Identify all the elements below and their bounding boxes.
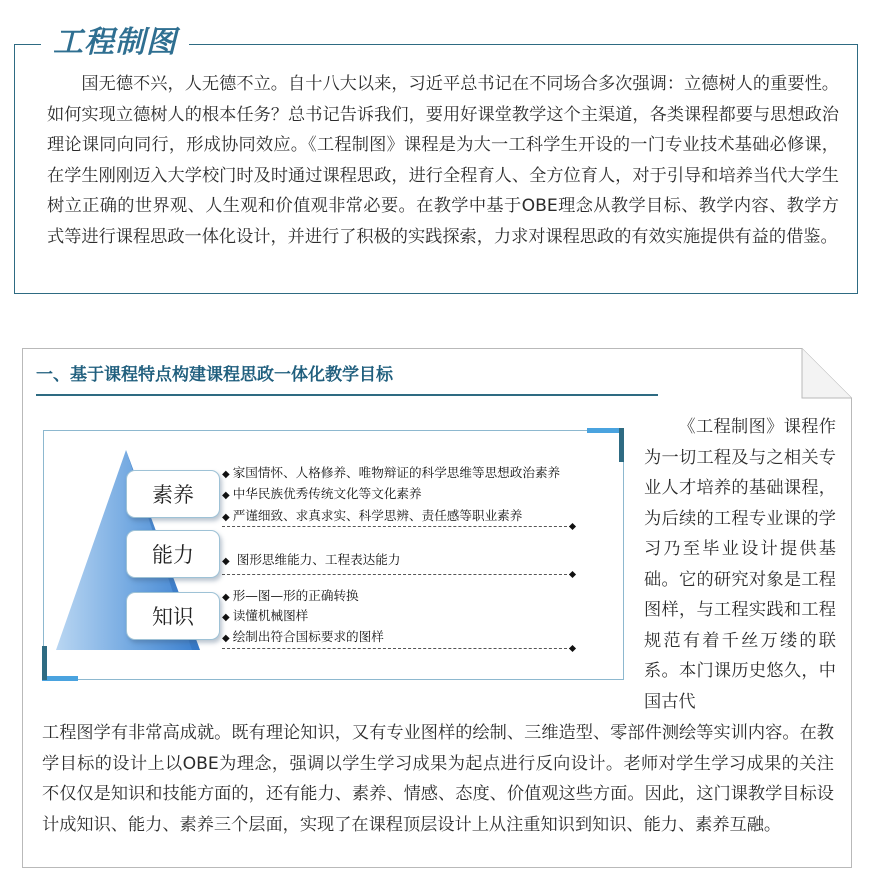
intro-box <box>14 25 858 294</box>
level-nengli-box: 能力 <box>126 530 220 578</box>
diamond-bullet-icon: ◆ <box>222 592 230 603</box>
suyang-divider <box>222 526 572 527</box>
level-suyang-box: 素养 <box>126 470 220 518</box>
level-zhishi-box: 知识 <box>126 592 220 640</box>
nengli-divider <box>222 574 572 575</box>
zhishi-item-1: ◆ 形—图—形的正确转换 <box>222 588 359 603</box>
suyang-item-1: ◆ 家国情怀、人格修养、唯物辩证的科学思维等思想政治素养 <box>222 465 561 480</box>
section-card <box>22 348 852 868</box>
suyang-item-3: ◆ 严谨细致、求真求实、科学思辨、责任感等职业素养 <box>222 508 523 523</box>
intro-paragraph: 国无德不兴，人无德不立。自十八大以来，习近平总书记在不同场合多次强调：立德树人的重要性。如何实现立德树人的根本任务？总书记告诉我们，要用好课堂教学这个主渠道，各类课程都要与思想政治理论课同向同行，形成协同效应。《工程制图》课程是为大一工科学生开设的一门专业技术基础必修课，在学生刚刚迈入大学校门时及时通过课程思政，进行全程育人、全方位育人，对于引导和培养当代大学生树立正确的世界观、人生观和价值观非常必要。在教学中基于OBE理念从教学目标、教学内容、教学方式等进行课程思政一体化设计，并进行了积极的实践探索，力求对课程思政的有效实施提供有益的借鉴。 <box>47 74 839 247</box>
diamond-bullet-icon: ◆ <box>222 633 230 644</box>
diamond-bullet-icon: ◆ <box>222 556 230 567</box>
suyang-item-2: ◆ 中华民族优秀传统文化等文化素养 <box>222 486 422 501</box>
diamond-bullet-icon: ◆ <box>222 612 230 623</box>
zhishi-item-3: ◆ 绘制出符合国标要求的图样 <box>222 629 384 644</box>
page-title: 工程制图 <box>41 23 189 63</box>
section-heading: 一、基于课程特点构建课程思政一体化教学目标 <box>36 362 658 396</box>
diamond-bullet-icon: ◆ <box>222 490 230 501</box>
right-column-text: 《工程制图》课程作为一切工程及与之相关专业人才培养的基础课程，为后续的工程专业课的学习乃至毕业设计提供基础。它的研究对象是工程图样，与工程实践和工程规范有着千丝万缕的联系。本门课历史悠久，中国古代 <box>644 417 836 712</box>
zhishi-item-2: ◆ 读懂机械图样 <box>222 608 309 623</box>
diamond-bullet-icon: ◆ <box>222 469 230 480</box>
diamond-bullet-icon: ◆ <box>222 512 230 523</box>
zhishi-divider <box>222 648 572 649</box>
teaching-goal-diagram <box>42 428 626 682</box>
bottom-paragraph: 工程图学有非常高成就。既有理论知识，又有专业图样的绘制、三维造型、零部件测绘等实训内容。在教学目标的设计上以OBE为理念，强调以学生学习成果为起点进行反向设计。老师对学生学习成果的关注不仅仅是知识和技能方面的，还有能力、素养、情感、态度、价值观这些方面。因此，这门课教学目标设计成知识、能力、素养三个层面，实现了在课程顶层设计上从注重知识到知识、能力、素养互融。 <box>42 723 834 835</box>
nengli-item-1: ◆ 图形思维能力、工程表达能力 <box>222 552 401 567</box>
